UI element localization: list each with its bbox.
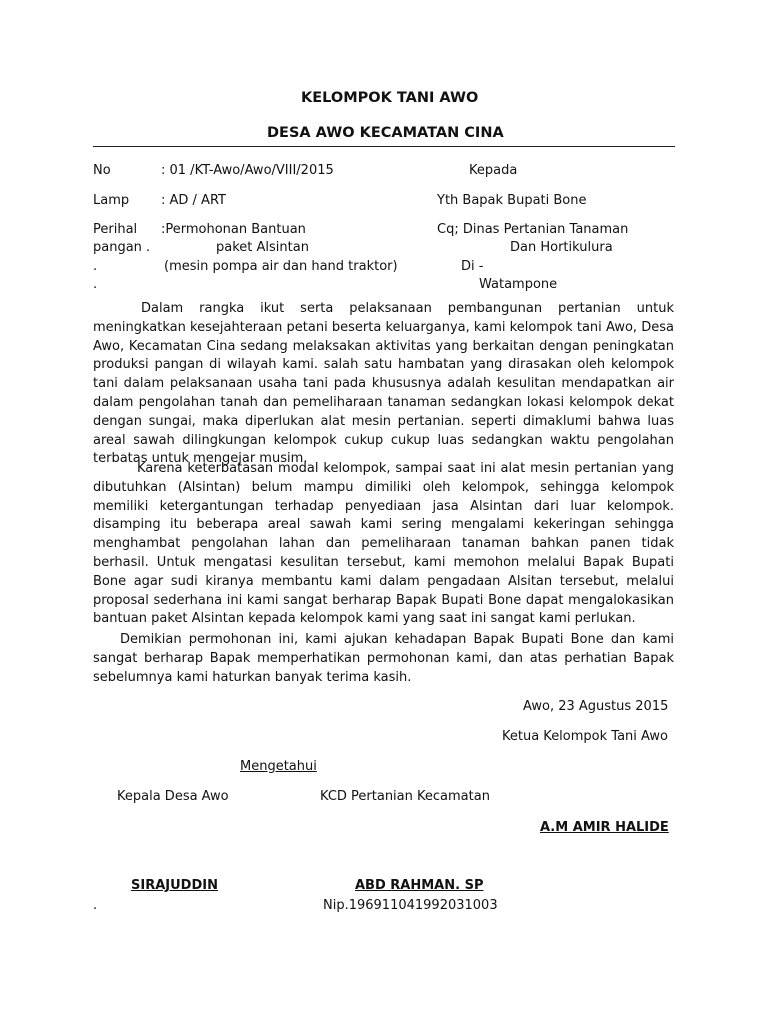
perihal-label: Perihal: [93, 222, 138, 237]
kepada-label: Kepada: [469, 163, 518, 178]
letterhead-title: KELOMPOK TANI AWO: [301, 90, 479, 106]
body-paragraph-2: Karena keterbatasan modal kelompok, sampai saat ini alat mesin pertanian yang dibutuhkan (Alsintan) belum mampu dimiliki oleh kelompok, sehingga kelompok memiliki ketergantungan terhadap penyediaan jasa Alsintan dari luar kelompok. disamping itu beberapa areal sawah kami sering mengalami kekeringan sehingga menghambat pengolahan lahan dan pemeliharaan tanaman bahkan panen tidak berhasil. Untuk mengatasi kesulitan tersebut, kami memohon melalui Bapak Bupati Bone agar sudi kiranya membantu kami dalam pengadaan Alsitan tersebut, melalui proposal sederhana ini kami sangat berharap Bapak Bupati Bone dapat mengalokasikan bantuan paket Alsintan kepada kelompok kami yang saat ini sangat kami perlukan.: [93, 461, 674, 627]
no-value: : 01 /KT-Awo/Awo/VIII/2015: [161, 163, 334, 178]
dot-footer: .: [93, 898, 98, 913]
recipient-yth: Yth Bapak Bupati Bone: [437, 193, 587, 208]
body-paragraph-1: Dalam rangka ikut serta pelaksanaan pembangunan pertanian untuk meningkatkan kesejahteraan petani beserta keluarganya, kami kelompok tani Awo, Desa Awo, Kecamatan Cina sedang melaksakan aktivitas yang berkaitan dengan peningkatan produksi pangan di wilayah kami. salah satu hambatan yang dirasakan oleh kelompok tani dalam pelaksanaan usaha tani pada khususnya adalah kesulitan mendapatkan air dalam pengolahan tanah dan pemeliharaan tanaman sedangkan lokasi kelompok dekat dengan sungai, maka diperlukan alat mesin pertanian. seperti dimaklumi bahwa luas areal sawah dilingkungan kelompok cukup cukup luas sedangkan waktu pengolahan terbatas untuk mengejar musim.: [93, 301, 674, 467]
body-paragraph-3: Demikian permohonan ini, kami ajukan kehadapan Bapak Bupati Bone dan kami sangat berharap Bapak memperhatikan permohonan kami, dan atas perhatian Bapak sebelumnya kami haturkan banyak terima kasih.: [93, 632, 674, 685]
ketua-signature-name: A.M AMIR HALIDE: [540, 820, 669, 835]
nip-number: Nip.196911041992031003: [323, 898, 498, 913]
kcd-signature-name: ABD RAHMAN. SP: [355, 878, 484, 893]
recipient-dan: Dan Hortikulura: [510, 240, 613, 255]
recipient-di: Di -: [461, 259, 484, 274]
no-label: No: [93, 163, 111, 178]
recipient-cq: Cq; Dinas Pertanian Tanaman: [437, 222, 629, 237]
perihal-value: :Permohonan Bantuan: [161, 222, 306, 237]
signer-role: Ketua Kelompok Tani Awo: [502, 729, 668, 744]
lamp-value: : AD / ART: [161, 193, 226, 208]
pangan-label: pangan .: [93, 240, 151, 255]
letter-date: Awo, 23 Agustus 2015: [523, 699, 669, 714]
header-divider: [93, 146, 675, 147]
kcd-label: KCD Pertanian Kecamatan: [320, 789, 490, 804]
kepala-desa-label: Kepala Desa Awo: [117, 789, 229, 804]
kades-signature-name: SIRAJUDDIN: [131, 878, 218, 893]
mesin-value: (mesin pompa air dan hand traktor): [164, 259, 398, 274]
dot-line-3: .: [93, 259, 98, 274]
letterhead-subtitle: DESA AWO KECAMATAN CINA: [267, 125, 504, 141]
dot-line-4: .: [93, 277, 98, 292]
mengetahui-label: Mengetahui: [240, 759, 317, 774]
lamp-label: Lamp: [93, 193, 130, 208]
recipient-city: Watampone: [479, 277, 558, 292]
pangan-value: paket Alsintan: [216, 240, 309, 255]
